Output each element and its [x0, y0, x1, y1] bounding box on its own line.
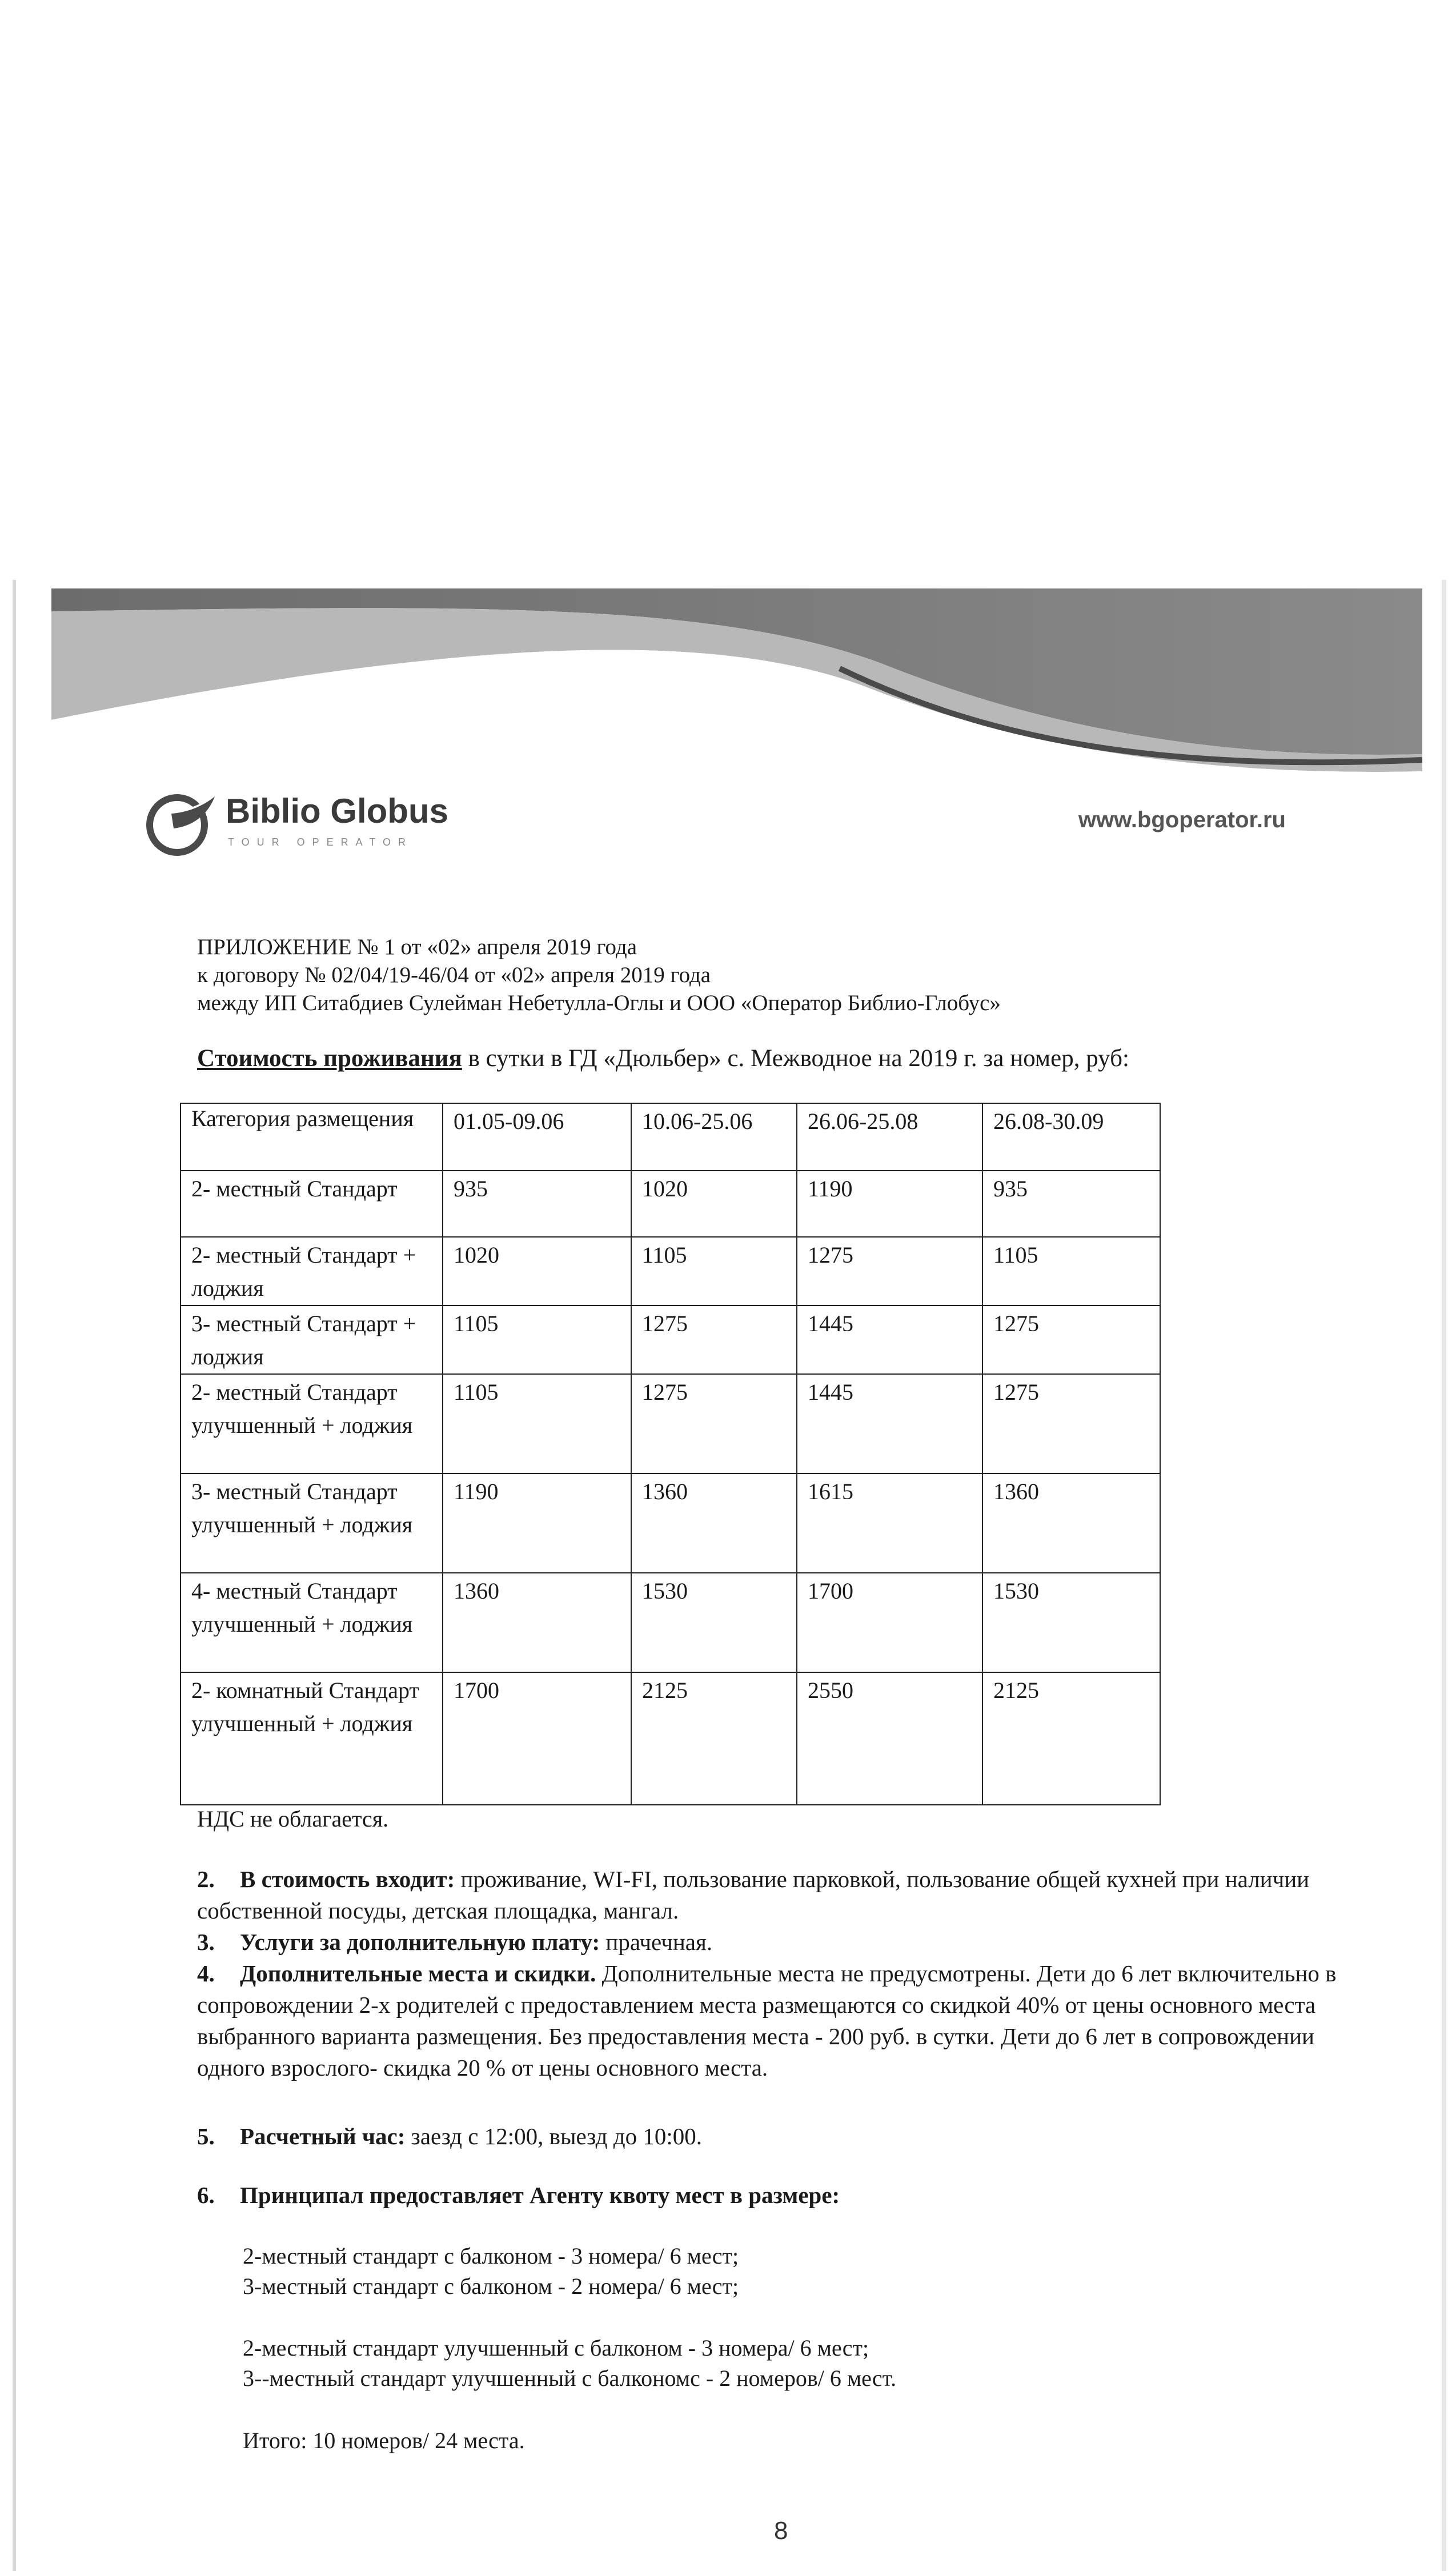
- table-header-row: [181, 1103, 1160, 1171]
- section-number: 4.: [197, 1960, 215, 1987]
- header-cell: 10.06-25.06: [631, 1103, 797, 1171]
- section-heading: Дополнительные места и скидки.: [240, 1960, 596, 1987]
- section-3-extra-services: [197, 1927, 1374, 1958]
- price-cell: 1360: [443, 1573, 631, 1672]
- section-heading: Принципал предоставляет Агенту квоту мест в размере:: [240, 2182, 840, 2208]
- vat-note: НДС не облагается.: [197, 1806, 389, 1832]
- section-2-included: [197, 1864, 1374, 1927]
- category-cell: 3- местный Стандарт улучшенный + лоджия: [181, 1473, 443, 1573]
- price-cell: 935: [982, 1171, 1160, 1237]
- section-number: 5.: [197, 2123, 215, 2149]
- price-cell: 1190: [443, 1473, 631, 1573]
- category-cell: 3- местный Стандарт + лоджия: [181, 1305, 443, 1374]
- quota-line: 3-местный стандарт с балконом - 2 номера/ 6 мест;: [243, 2273, 739, 2299]
- category-cell: 2- местный Стандарт улучшенный + лоджия: [181, 1374, 443, 1473]
- price-cell: 1360: [631, 1473, 797, 1573]
- table-row: [181, 1305, 1160, 1374]
- section-number: 2.: [197, 1866, 215, 1892]
- table-row: [181, 1171, 1160, 1237]
- price-cell: 2550: [797, 1672, 982, 1805]
- price-cell: 1530: [982, 1573, 1160, 1672]
- category-cell: 2- местный Стандарт + лоджия: [181, 1237, 443, 1305]
- table-row: [181, 1672, 1160, 1805]
- table-row: [181, 1374, 1160, 1473]
- brand-name: Biblio Globus: [226, 792, 448, 830]
- website-url: www.bgoperator.ru: [1078, 807, 1286, 832]
- table-title-bold: Стоимость проживания: [197, 1045, 462, 1072]
- price-cell: 1700: [443, 1672, 631, 1805]
- rate-table: [180, 1103, 1161, 1805]
- category-cell: 4- местный Стандарт улучшенный + лоджия: [181, 1573, 443, 1672]
- heading-line-2: к договору № 02/04/19-46/04 от «02» апреля 2019 года: [197, 963, 711, 987]
- section-5-checkout: [197, 2121, 1374, 2152]
- quota-line: 2-местный стандарт с балконом - 3 номера/ 6 мест;: [243, 2243, 739, 2269]
- section-text: прачечная.: [600, 1929, 713, 1955]
- price-cell: 1105: [443, 1305, 631, 1374]
- section-heading: Услуги за дополнительную плату:: [240, 1929, 600, 1955]
- price-cell: 2125: [982, 1672, 1160, 1805]
- price-cell: 1445: [797, 1374, 982, 1473]
- section-text: заезд с 12:00, выезд до 10:00.: [405, 2123, 703, 2149]
- heading-line-3: между ИП Ситабдиев Сулейман Небетулла-Оглы и ООО «Оператор Библио-Глобус»: [197, 991, 1001, 1015]
- price-cell: 1700: [797, 1573, 982, 1672]
- price-cell: 1530: [631, 1573, 797, 1672]
- quota-total: [243, 2425, 525, 2456]
- price-cell: 1275: [982, 1305, 1160, 1374]
- price-cell: 1105: [443, 1374, 631, 1473]
- table-title: [197, 1044, 1129, 1072]
- price-cell: 1275: [631, 1305, 797, 1374]
- quota-line: 2-местный стандарт улучшенный с балконом - 3 номера/ 6 мест;: [243, 2335, 869, 2361]
- category-cell: 2- местный Стандарт: [181, 1171, 443, 1237]
- price-cell: 935: [443, 1171, 631, 1237]
- price-cell: 1105: [982, 1237, 1160, 1305]
- quota-line: 3--местный стандарт улучшенный с балкономс - 2 номеров/ 6 мест.: [243, 2365, 897, 2391]
- header-cell: 01.05-09.06: [443, 1103, 631, 1171]
- table-row: [181, 1573, 1160, 1672]
- page-edge-right: [1442, 580, 1446, 2571]
- quota-list-improved: [243, 2333, 896, 2393]
- header-cell: 26.08-30.09: [982, 1103, 1160, 1171]
- table-row: [181, 1473, 1160, 1573]
- table-title-rest: в сутки в ГД «Дюльбер» с. Межводное на 2019 г. за номер, руб:: [462, 1045, 1129, 1072]
- price-cell: 1615: [797, 1473, 982, 1573]
- price-cell: 1275: [631, 1374, 797, 1473]
- price-cell: 1445: [797, 1305, 982, 1374]
- section-heading: В стоимость входит:: [240, 1866, 455, 1892]
- price-cell: 1275: [797, 1237, 982, 1305]
- price-cell: 1275: [982, 1374, 1160, 1473]
- header-cell: 26.06-25.08: [797, 1103, 982, 1171]
- price-cell: 1190: [797, 1171, 982, 1237]
- biblio-globus-logo-icon: [144, 788, 219, 858]
- section-text: проживание, WI-FI, пользование парковкой, пользование общей кухней при наличии собственной посуды, детская площадка, мангал.: [197, 1866, 1310, 1924]
- price-cell: 1020: [443, 1237, 631, 1305]
- category-cell: 2- комнатный Стандарт улучшенный + лоджия: [181, 1672, 443, 1805]
- section-number: 6.: [197, 2182, 215, 2208]
- header-wave-banner: [51, 588, 1422, 777]
- section-4-discounts: [197, 1958, 1374, 2084]
- quota-list-balcony: [243, 2241, 739, 2301]
- price-cell: 1020: [631, 1171, 797, 1237]
- brand-subtitle: TOUR OPERATOR: [228, 836, 414, 848]
- section-number: 3.: [197, 1929, 215, 1955]
- quota-total-line: Итого: 10 номеров/ 24 места.: [243, 2428, 525, 2453]
- table-row: [181, 1237, 1160, 1305]
- heading-line-1: ПРИЛОЖЕНИЕ № 1 от «02» апреля 2019 года: [197, 935, 637, 959]
- page-edge-left: [13, 580, 16, 2571]
- price-cell: 2125: [631, 1672, 797, 1805]
- price-cell: 1360: [982, 1473, 1160, 1573]
- page-number: 8: [774, 2517, 788, 2545]
- section-text: Дополнительные места не предусмотрены. Дети до 6 лет включительно в сопровождении 2-х родителей с предоставлением места размещаются со скидкой 40% от цены основного места выбранного варианта размещения. Без предоставления места - 200 руб. в сутки. Дети до 6 лет в сопровождении одного взрослого- скидка 20 % от цены основного места.: [197, 1960, 1337, 2081]
- appendix-heading: [197, 933, 1001, 1017]
- header-cell: Категория размещения: [181, 1103, 443, 1171]
- price-cell: 1105: [631, 1237, 797, 1305]
- section-heading: Расчетный час:: [240, 2123, 406, 2149]
- section-6-quota: [197, 2180, 1374, 2211]
